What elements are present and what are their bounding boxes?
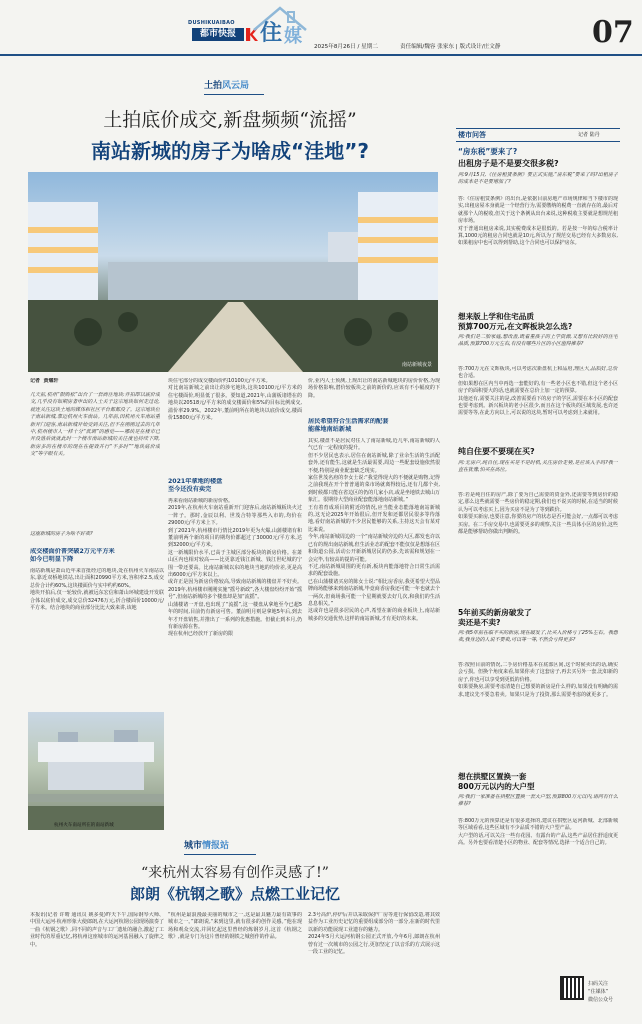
article1-col3-b: 其实,楼盘不是居民对住人了南站新城,近几年,南站新城的人气已有一定程度的提升。 但不少居民也表示,居住在南站新城,除了业余生活的生活配套外,还有能生,这就是生活最需要,周边一些配套设施依然很不便,特别是商业配套缺乏现实。 家住世茂名府的李女士说:“我觉得现大的不便就是购物,记得之前我现在开个普普通的菜市场就离得较远,还有几都个卖,到时候都只能在省边区的仍的几家小店,或是坐地铁去城山万象汇。很期待大型商业配套能落地南站新城。” 王有着育成项目的附近的情况,应当能业态能落地南站新城的,这无论2025年开始很后,但开发和还都居民很多等待落地,看好南站新城的不少居民能够的关系,主持这天会有某对比来说。 今年,南站新城周边的一个“南站新城旁边的大区,都发也许以已有的规出南站新城,但生活业态的配套不能仅仅是想落在区和街道公园,活动公开新新城居民的仍多,先该需和规划在一会完毕,有较高的提的可能。 不过,南站新城周围的更有新,板块内能落地符合日常生活需求的配套设施。 已在山蒲楼诸买房的陈女士说:“相比房香房,我更希望大型品牌商场能够来到南站新城,毕竟商香房我还可能一年也就去个一两次,但商场我可能一个星期就要去好几次,和我们的生活息息相关。” 这或许也是很多居民的心声,希望在新的商业板块上,南站新城多的交通优势,这样的南站新城,才有更好的未来。 — [308, 438, 440, 622]
kicker2-suffix: 情报站 — [202, 841, 230, 851]
qa5-answer: 答:800万元的预算还是有很多选择的,建议在拱墅区运河新城、北部新城等区域看看,这些区域有不少品质不错的大户型产品。 大户型的话,可以关注一些有花园、有露台的产品,这些产品居住舒适度更高。另外也要看清楚小区的物业、配套等情况,选择一个适合自己的。 — [458, 818, 618, 847]
photo-south-station-aerial — [28, 712, 164, 830]
qa4-title: 5年前买的新房破发了 卖还是不卖? — [458, 608, 532, 627]
qa2-title: 想来版上学和住宅品质 预算700万元,在文晖板块怎么选? — [458, 312, 573, 331]
qa3-answer: 答:若是纯自住的房产,除了要为自己需要的资金外,还需要等到房价的稳定,那么这些就需要一些房价的稳定期,我们也不说买的时候,在适当的时候认为可以考虑买上,因为买房不是为了等到跌价。 如果要买新房,也要注意,你要的房产的状态是否可能会好,一点都可以考虑买房。在二手房交易中,也需要更多的观察,关注一些具体小区的房价,这些都是能够帮助你做出判断的。 — [458, 492, 618, 536]
qa-section-title: 楼市问答 — [458, 131, 486, 139]
building-silhouette-icon — [28, 172, 438, 372]
qr-code[interactable] — [560, 976, 584, 1000]
qr-label-1: 扫码关注 — [588, 981, 609, 987]
kicker2-prefix: 城市 — [184, 841, 203, 851]
qa3-question: 问:无房户,纯自住,现在买是不是时机,关注房价走势,是应该入手吗?我一直在犹豫,怕买在高位。 — [458, 460, 618, 474]
qa-reporter: 记者 陆丹 — [578, 132, 600, 138]
qa1-answer: 答:《住房租赁条例》的出台,是依据目前房地产市场规律和当下楼市的现实,出租房屋本身就是一个经营行为,需要缴纳的税费一直就存在的,最后对就那个人的税收,但关于这个条例从出台来说,这种税收主要就是想规范租房市场。 对于普通出租房来说,其实税费成本是很低的。若是按一年的综合税率计算,1000元的租房合同也就是10元,所以为了规范交易已经有大多数房东,如果租房中也可以得到帮助,这个合同也可以保护房东。 — [458, 196, 618, 247]
article1-headline2: 南站新城的房子为啥成“洼地”? — [91, 139, 369, 163]
article1-col2-a: 块住宅部分的成交楼面价约10100元/平方米。 对比南站新城之前出让的涉宅地块,这块10100元/平方米的住宅楼面价,明显低了很多。要知道,2021年,山蒲板诸塔在的地块以20518元/平方米的成交楼面价和5%的目标比例成交,溢价率29.9%。2022年,董前明所在的地块以底价成交,楼面价15800元/平方米。 — [168, 378, 302, 422]
qa5-title: 想在拱墅区置换一套 800万元以内的大户型 — [458, 772, 535, 791]
article1-subhead1: 成交楼面价普突破2万元平方米 如今已明显下降 — [30, 548, 115, 564]
section-glyph-zhu: 住 — [260, 21, 283, 46]
article1-col3-a: 价,业内人士预测,上规出让的南站新城地块的房价价格,为现场价格影响,潜价较板块之前的新价的,应该有不小幅度的下降。 — [308, 378, 440, 399]
article2-col1: 本报讯(记者 许晴 通讯员 姚多曼)昨天下午,国际钢琴大师、中国大运河·杭州形象大使郎朗,在大运河杭钢公园现场演奏了一曲《杭钢之歌》,同不同的声音与工厂遗址的融合,激起了工业时代的厚重记忆,将杭州这座城市的运河基因融入了旋律之中。 — [30, 912, 164, 948]
qa1-title: 出租房子是不是要交很多税? — [458, 159, 559, 168]
article2-kicker — [184, 840, 229, 852]
article1-byline: 记者 黄燿轩 — [30, 378, 59, 384]
kicker-underline — [204, 94, 264, 95]
kicker2-underline — [184, 854, 256, 855]
date-line: 2025年8月26日 / 星期二 — [314, 44, 378, 50]
qa4-answer: 答:按照目前的情况,二手房价格基本在底部区间,这个时候卖出的话,确实会亏损。但换个角度来看,如果你卖了这套房子,再去买另外一套,比如新的房子,你也可以享受到更低的价格。 如果要换房,需要考虑清楚自己想要的新房是什么样的,如果没有明确的需求,建议先不要急着卖。如果只是为了投资,那么需要考虑的就更多了。 — [458, 662, 618, 698]
kicker-suffix: 风云局 — [222, 81, 250, 91]
photo-south-station-night — [28, 172, 438, 372]
qr-label-3: 微信公众号 — [588, 997, 614, 1003]
qa2-answer: 答:700万元在文晖板块,可以考虑次新盘杭上和品府,理区大,品质好,总价也合适。 但如果想在区内当中再选一套能好的,有一些老小区也不错,但这个老小区房子的面积要大的话,也就需要在总价上加一定的预算。 其他还有,需要关注的是,改善需要看下的房子的学区,需要在本小区的配套也要考虑到。新兴板块的老小区很少,而且在这个板块的区域发展,也许还需要等等,在此方向以上,可以说的这块,暂时可以考虑到上来就用。 — [458, 366, 618, 417]
section-glyph-mei: 媒 — [284, 26, 302, 47]
article1-subhead2: 2021年拿地的楼盘 至今还没有卖完 — [168, 478, 223, 494]
qa1-pretitle: “房东税”要来了? — [458, 147, 518, 156]
article1-lead-note: 这座新城的房子为啥不好卖? — [30, 531, 93, 537]
qr-label-2: “住媒体” — [588, 989, 609, 995]
qa3-title: 纯自住要不要现在买? — [458, 447, 535, 456]
editor-line: 责任编辑/魏容 张家东 | 版式设计/庄文静 — [400, 44, 501, 50]
article2-col3: 2.3号高炉,停炉后并以采取保护厂房等进行保留改造,将其效益作为工业历史记忆的重要组成部分的一部分,在新的时代里以新的功能展现工业遗存的魅力。 2024年5月大运河杭钢公园正式开放,今年6月,郎朗在杭州曾有过一次城市的公园之行,更加坚定了以音乐的方式展示这一段工业的记忆。 — [308, 912, 440, 956]
section-logo — [250, 4, 310, 56]
article1-section1-body: 南站新城是萧山近年来首批经过的地块,处在杭州火车南站以东,靠近双桥地铁站,出让面积20990平方米,容积率2.5,成交总价合计约60%,这块楼面价与实中约约60%。 地块开拍后,仅一轮较价,就被远东宏信和萧山环城建设开发联合体以底价成交,成交总价32476万元,折合楼面价10000元/平方米。结合地块的商业部分比比大致来讲,该地 — [30, 568, 164, 612]
qa1-question: 问:9月15日,《住房租赁条例》要正式实施,“房东税”要来了吗?出租房子的成本是不是要增加了? — [458, 172, 618, 186]
page-number: 07 — [592, 15, 634, 50]
article2-headline1: “来杭州太容易有创作灵感了!” — [141, 865, 329, 881]
kicker-prefix: 土拍 — [204, 81, 223, 91]
article1-lead: 几天前,杭州“限购松”出台了一套商住地块:开拍即以底价成交,几乎没有如期房者申出的人士关于这宗地块如何走过论,就连关注这块土地的媒体和社区平台都都没了。这宗地块位于南站新城,靠近杭州火车南站。几年前,因杭州火车南站重新开门迎客,南站新城开始受到关注,但不在刚刚过去的几年中,杭州楼市人一样十分“低调”的感觉——哪块是在楼市已开没落后就就此时一个楼市南站新城的关注度也持续下降,新房多的在楼市的现在在提效并行“不多时”“地块底价成交”等字眼有关。 — [30, 392, 160, 458]
brand-name: 都市快报 — [192, 28, 244, 41]
qa4-question: 问:我5年前在临平买的新房,现在破发了,比买入价格亏了25%左右。我想卖,我身边的人说不要卖,可以等一等,不然会亏得更多? — [458, 630, 618, 644]
photo1-caption: 南站新城夜景 — [401, 362, 432, 368]
article1-kicker — [204, 80, 249, 92]
article2-col2: “杭州是最浪漫最美丽的城市之一,这是最具魅力最有故事的城市之一。”郎朗说,“来到这里,就有很多的创作灵感。”他在现场和观众交流,并回忆起这里曾经的炼钢岁月,这首《杭钢之歌》,就是专门为这片曾经的钢铁之城创作的作品。 — [168, 912, 302, 941]
brand-pinyin: DUSHIKUAIBAO — [188, 20, 235, 26]
article1-subhead3: 居民希望符合生活需求的配套 能落地南站新城 — [308, 418, 389, 434]
qa2-question: 问:我们是二胎家庭,想改善,既看重孩子的上学资源,又想有比较好的住宅品质,预算700万元左右,有没有哪些片区的小区值得推荐? — [458, 334, 618, 348]
qa-top-rule — [456, 128, 620, 129]
qa5-question: 问:我们一家准备在拱墅区置换一套大户型,预算800万元以内,请问有什么推荐? — [458, 794, 618, 808]
masthead-rule — [0, 54, 642, 56]
article1-col2-b: 再来看南站新城的新房价格。 2019年,在杭州火车南站重新开门迎客后,南站新城板块火过一阵子。那时,金辰以利、世茂合特等那些入市的,均价在29000元/平方米上下。 到了2021年,杭州楼市行情比2019年更为火爆,山蒲楼诸有和董前明两个新的项目的期均价都超过了30000元/平方米,达到32000元/平方米。 这一新城限价水平,已高于主城区部分板块的新房价格。在萧山区内也相对较高——比更靠近钱江新城、钱江世纪城的宁围一带还要高。比南站新城以东的地块当地的均价差,更是高出6000元/平方米以上。 或许正是因为新房价格较高,导致南站新城的楼盘并不好卖。2019年,杭州楼市刚刚实施“摇号新政”,各大楼盘纷纷开始“摇号”,但南站新城的多个楼盘却是加“流摇”。 山蒲楼诸一开盘,也出现了“流摇”,这一楼盘从拿地至今已超5年的时间,目前仍有新房可售。董前明月则是拿地5年后,到去年才开盘销售,并推出了一系列的优惠措施。但截止到本月,仍有新房源在售。 现在杭州已经放开了新房的限 — [168, 498, 302, 638]
station-aerial-icon — [28, 712, 164, 830]
article2-headline2: 郎朗《杭钢之歌》点燃工业记忆 — [129, 885, 340, 903]
qa-title-rule — [456, 141, 620, 142]
photo2-caption: 杭州火车南站所在的南站新城 — [54, 823, 114, 828]
article1-headline1: 土拍底价成交,新盘频频“流摇” — [103, 109, 357, 131]
